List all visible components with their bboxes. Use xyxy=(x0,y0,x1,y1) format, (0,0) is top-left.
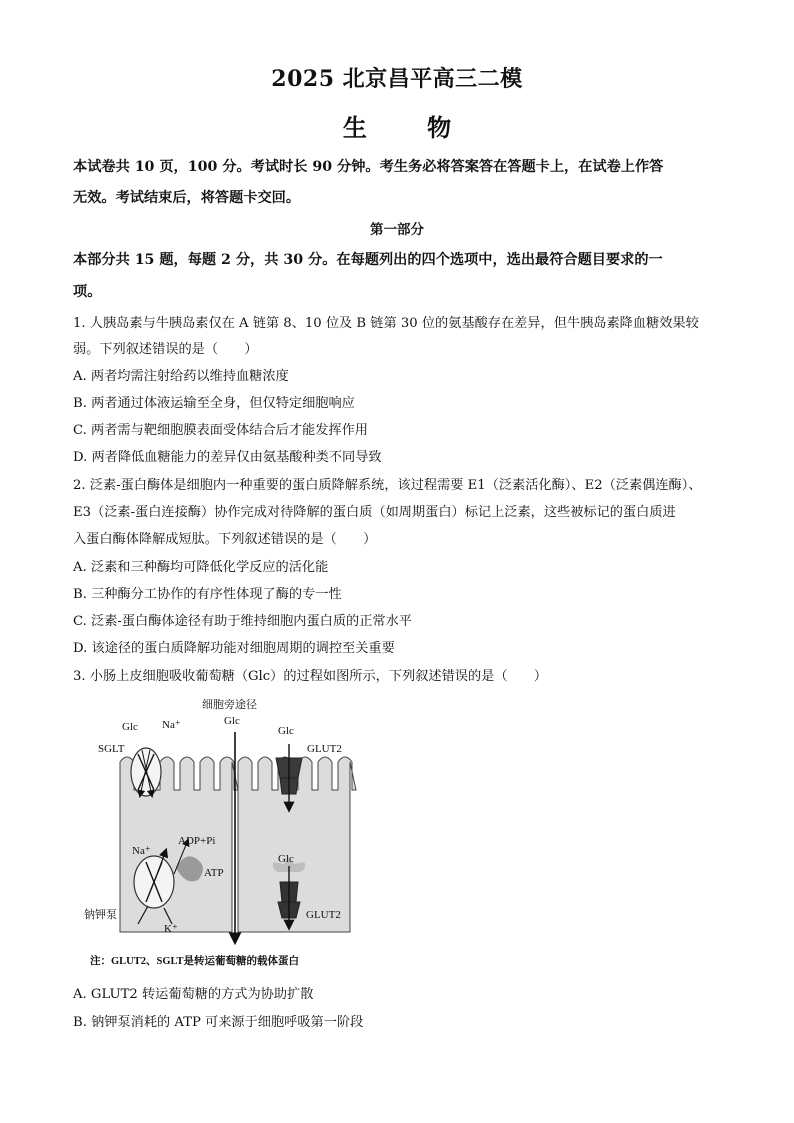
q1-stem-line-1: 1. 人胰岛素与牛胰岛素仅在 A 链第 8、10 位及 B 链第 30 位的氨基酸存在差异，但牛胰岛素降血糖效果较 xyxy=(73,316,699,331)
paracellular-label: 细胞旁途径 xyxy=(202,699,257,711)
q2-option-a: A. 泛素和三种酶均可降低化学反应的活化能 xyxy=(73,560,329,575)
glut2-inner-glc-label: Glc xyxy=(278,853,294,865)
instructions-line-2: 无效。考试结束后，将答题卡交回。 xyxy=(73,190,301,206)
q1-option-a: A. 两者均需注射给药以维持血糖浓度 xyxy=(73,369,289,384)
glucose-absorption-diagram xyxy=(80,692,380,972)
pump-na-label: Na⁺ xyxy=(132,845,151,857)
k-label: K⁺ xyxy=(164,923,178,935)
glut2-top-glc-label: Glc xyxy=(278,725,294,737)
atp-label: ATP xyxy=(204,867,224,879)
q3-option-a: A. GLUT2 转运葡萄糖的方式为协助扩散 xyxy=(73,987,314,1002)
glc-top-label: Glc xyxy=(224,715,240,727)
adp-label: ADP+Pi xyxy=(178,835,216,847)
instructions-line-1: 本试卷共 10 页，100 分。考试时长 90 分钟。考生务必将答案答在答题卡上，在试卷上作答 xyxy=(73,159,664,175)
q3-stem-line-1: 3. 小肠上皮细胞吸收葡萄糖（Glc）的过程如图所示，下列叙述错误的是（ ） xyxy=(73,669,548,684)
q3-option-b: B. 钠钾泵消耗的 ATP 可来源于细胞呼吸第一阶段 xyxy=(73,1015,364,1030)
q2-stem-line-1: 2. 泛素-蛋白酶体是细胞内一种重要的蛋白质降解系统，该过程需要 E1（泛素活化酶）、E2（泛素偶连酶）、 xyxy=(73,478,702,493)
sglt-transporter xyxy=(131,748,161,796)
sglt-label: SGLT xyxy=(98,743,125,755)
q1-stem-line-2: 弱。下列叙述错误的是（ ） xyxy=(73,342,258,357)
figure-note: 注：GLUT2、SGLT是转运葡萄糖的载体蛋白 xyxy=(90,956,300,967)
pump-label: 钠钾泵 xyxy=(84,909,117,921)
glut2-top-label: GLUT2 xyxy=(307,743,342,755)
subject-title: 生 物 xyxy=(342,113,478,142)
sglt-glc-label: Glc xyxy=(122,721,138,733)
q1-option-b: B. 两者通过体液运输至全身，但仅特定细胞响应 xyxy=(73,396,355,411)
q1-option-d: D. 两者降低血糖能力的差异仅由氨基酸种类不同导致 xyxy=(73,450,382,465)
q2-option-c: C. 泛素-蛋白酶体途径有助于维持细胞内蛋白质的正常水平 xyxy=(73,614,412,629)
q1-option-c: C. 两者需与靶细胞膜表面受体结合后才能发挥作用 xyxy=(73,423,368,438)
sglt-na-label: Na⁺ xyxy=(162,719,181,731)
q2-option-b: B. 三种酶分工协作的有序性体现了酶的专一性 xyxy=(73,587,342,602)
part-intro-line-2: 项。 xyxy=(73,284,102,300)
glut2-bottom-label: GLUT2 xyxy=(306,909,341,921)
part-intro-line-1: 本部分共 15 题，每题 2 分，共 30 分。在每题列出的四个选项中，选出最符合题目要求的一 xyxy=(73,252,663,268)
q2-option-d: D. 该途径的蛋白质降解功能对细胞周期的调控至关重要 xyxy=(73,641,395,656)
q2-stem-line-2: E3（泛素-蛋白连接酶）协作完成对待降解的蛋白质（如周期蛋白）标记上泛素，这些被标记的蛋白质进 xyxy=(73,505,676,520)
part-title: 第一部分 xyxy=(370,222,424,238)
exam-title: 2025 北京昌平高三二模 xyxy=(271,66,523,92)
q2-stem-line-3: 入蛋白酶体降解成短肽。下列叙述错误的是（ ） xyxy=(73,532,377,547)
